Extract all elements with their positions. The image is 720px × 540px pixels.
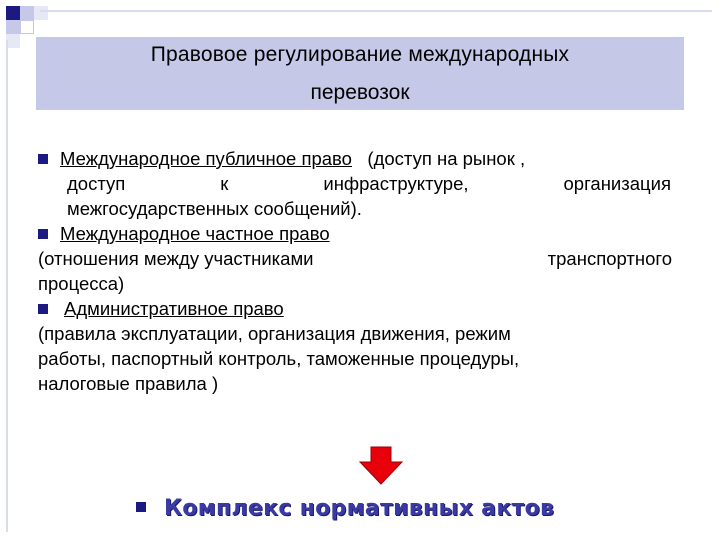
- item-desc-line: [38, 246, 672, 271]
- corner-square-light: [6, 20, 20, 34]
- corner-square-light: [20, 6, 34, 20]
- item-desc: (доступ на рынок ,: [367, 148, 526, 169]
- item-desc-line: процесса): [38, 273, 125, 294]
- square-bullet-icon: [136, 502, 146, 512]
- conclusion-line: [136, 496, 554, 521]
- item-desc-word: к: [220, 173, 229, 194]
- corner-square-pale: [6, 34, 20, 48]
- list-item: [38, 296, 674, 321]
- slide-title-line2: перевозок: [310, 81, 410, 104]
- left-decor-line: [6, 40, 8, 532]
- slide-title-band: [36, 37, 684, 110]
- item-desc-word: доступ: [67, 173, 126, 194]
- corner-square-dark: [6, 6, 20, 20]
- corner-square-pale: [34, 6, 48, 20]
- square-bullet-icon: [38, 229, 48, 239]
- list-item: [38, 221, 674, 246]
- item-desc-right: транспортного: [547, 248, 672, 269]
- top-decor-line: [40, 10, 712, 12]
- item-desc-line: межгосударственных сообщений).: [67, 198, 362, 219]
- item-desc-left: (отношения между участниками: [38, 248, 314, 269]
- down-arrow-icon: [358, 446, 404, 486]
- item-desc-line: (правила эксплуатации, организация движения, режим: [38, 323, 511, 344]
- item-desc-line: налоговые правила ): [38, 373, 219, 394]
- item-desc-line: [67, 171, 671, 196]
- item-desc-word: организация: [563, 173, 671, 194]
- square-bullet-icon: [38, 154, 48, 164]
- item-label: Международное публичное право: [60, 148, 352, 169]
- square-bullet-icon: [38, 304, 48, 314]
- item-label: Международное частное право: [60, 223, 330, 244]
- corner-square-outline: [20, 20, 34, 34]
- item-desc-word: инфраструктуре,: [323, 173, 469, 194]
- list-item: [38, 146, 674, 171]
- conclusion-text: Комплекс нормативных актов: [164, 496, 555, 521]
- item-label: Административное право: [64, 298, 284, 319]
- slide-title-line1: Правовое регулирование международных: [150, 43, 570, 66]
- item-desc-line: работы, паспортный контроль, таможенные процедуры,: [38, 348, 520, 369]
